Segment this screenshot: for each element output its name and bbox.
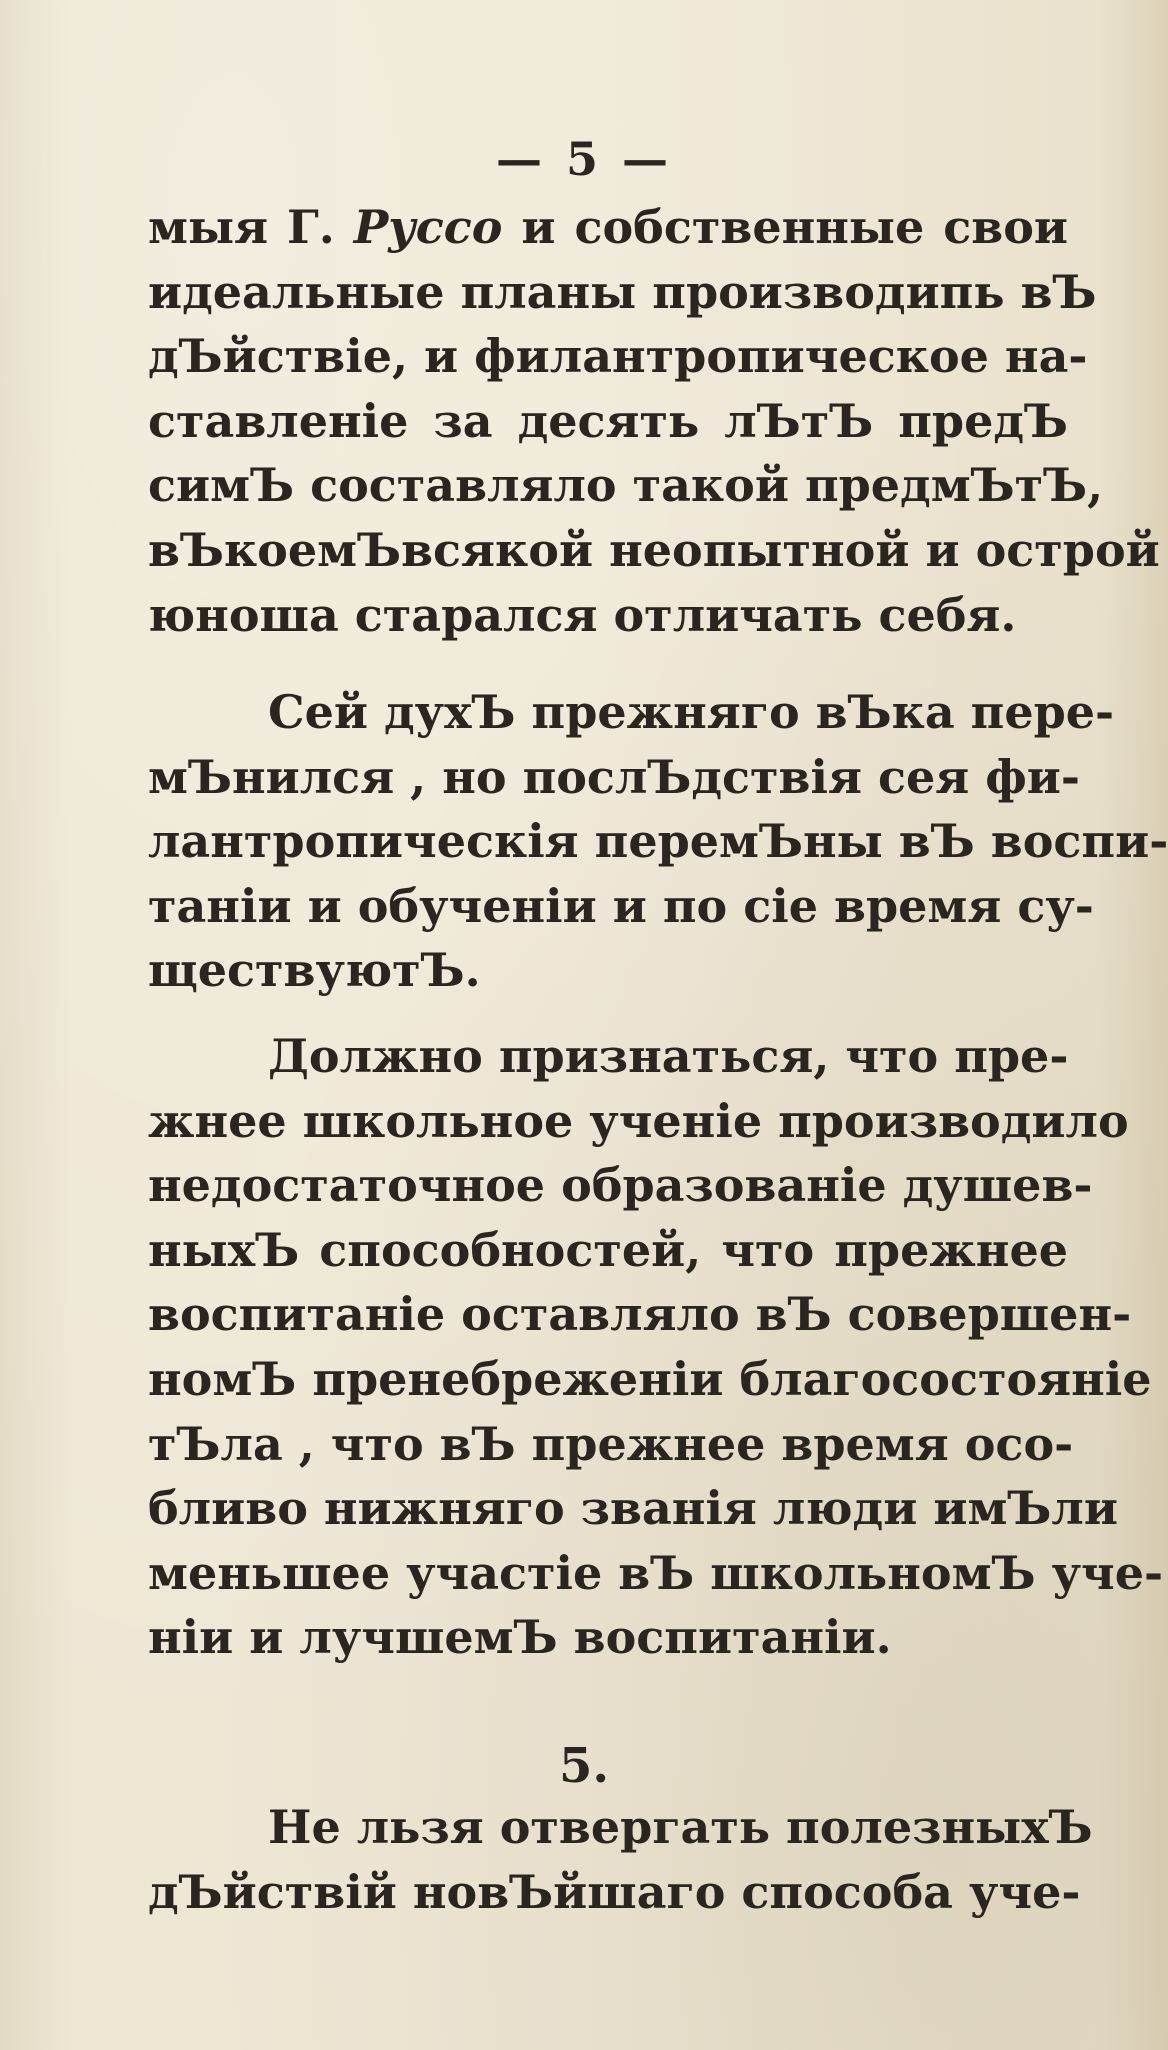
text-line: юноша старался отличать себя. [148, 587, 1017, 642]
text-line: ставленіе за десять лЪтЪ предЪ [148, 393, 1068, 448]
text-line: дЪйствіе, и филантропическое на- [148, 329, 1088, 384]
text-line: мЪнился , но послЪдствія сея фи- [148, 749, 1080, 804]
paragraph [148, 680, 1168, 1003]
text-line: ніи и лучшемЪ воспитаніи. [148, 1610, 892, 1665]
text-line: Сей духЪ прежняго вЪка пере- [268, 685, 1115, 739]
text-line: Должно признаться, что пре- [268, 1029, 1069, 1083]
paragraph [148, 1795, 1093, 1924]
text-line: бливо нижняго званія люди имЪли [148, 1481, 1118, 1536]
text-line: номЪ пренебреженіи благосостояніе [148, 1351, 1152, 1406]
text-line: жнее школьное ученіе производило [148, 1093, 1129, 1148]
text-line: идеальные планы производипь вЪ [148, 264, 1097, 319]
text-line: симЪ составляло такой предмЪтЪ, [148, 458, 1104, 513]
paragraph [148, 1024, 1164, 1670]
text-line: ществуютЪ. [148, 943, 481, 998]
text-line: недостаточное образованіе душев- [148, 1158, 1093, 1213]
text-line: вЪкоемЪвсякой неопытной и острой [148, 522, 1160, 577]
text-line: ныхЪ способностей, что прежнее [148, 1222, 1068, 1277]
text-line: лантропическія перемЪны вЪ воспи- [148, 814, 1168, 869]
text-line: Не льзя отвергать полезныхЪ [268, 1800, 1093, 1854]
text-line: меньшее участіе вЪ школьномЪ уче- [148, 1545, 1164, 1600]
text-line: таніи и обученіи и по сіе время су- [148, 878, 1094, 933]
section-number: 5. [558, 1738, 610, 1794]
page-number: — 5 — [495, 132, 673, 186]
paragraph-continued [148, 195, 1160, 647]
text-line: тЪла , что вЪ прежнее время осо- [148, 1416, 1074, 1471]
text-line: мыя Г. Руссо и собственные свои [148, 200, 1068, 254]
text-line: дЪйствій новЪйшаго способа уче- [148, 1864, 1081, 1919]
text-line: воспитаніе оставляло вЪ совершен- [148, 1287, 1132, 1342]
author-name: Руссо [353, 200, 503, 254]
